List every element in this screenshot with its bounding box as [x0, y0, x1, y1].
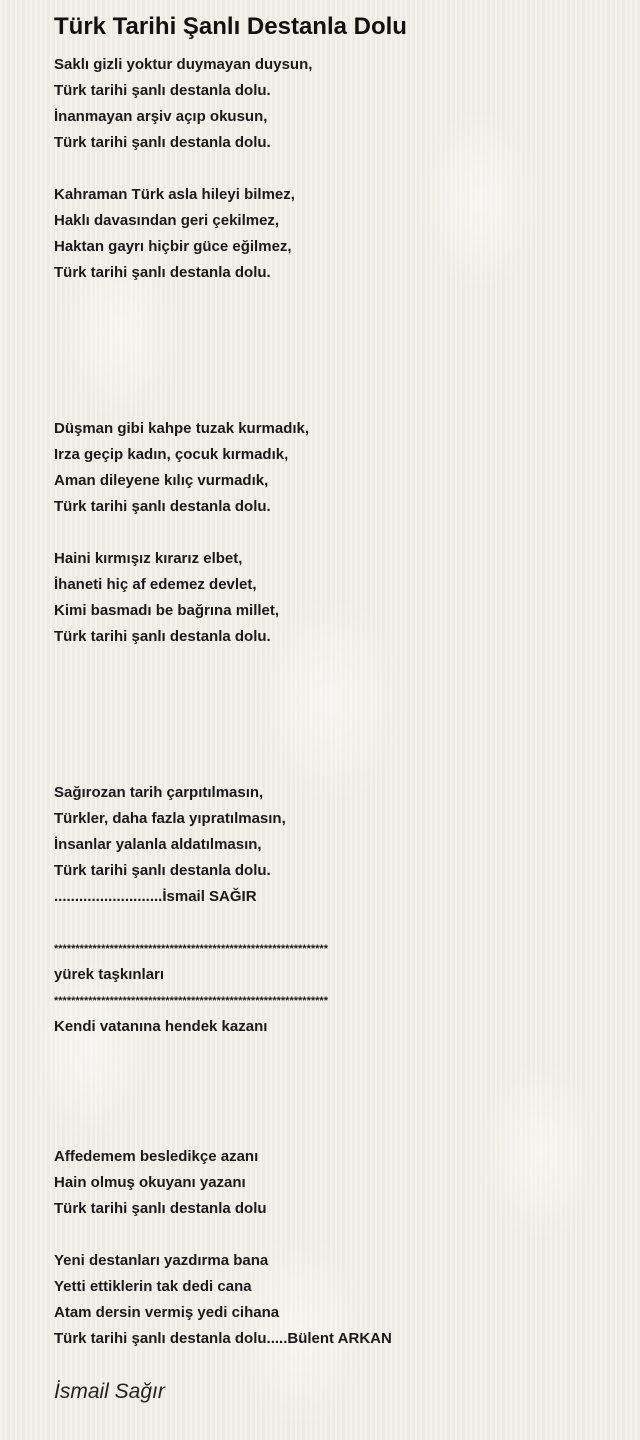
poem-line: Haktan gayrı hiçbir güce eğilmez, [54, 238, 292, 255]
poem-line: Affedemem besledikçe azanı [54, 1148, 259, 1165]
poem-line: Türk tarihi şanlı destanla dolu [54, 1200, 267, 1217]
poem-line: yürek taşkınları [54, 966, 165, 983]
stanza-gap [54, 312, 392, 338]
poem-line: Türk tarihi şanlı destanla dolu. [54, 264, 271, 281]
stanza-gap [54, 1222, 392, 1248]
poem-author: İsmail Sağır [54, 1380, 165, 1403]
poem-line: Aman dileyene kılıç vurmadık, [54, 472, 269, 489]
poem-line: Yetti ettiklerin tak dedi cana [54, 1278, 252, 1295]
stanza-gap [54, 338, 392, 364]
poem-title: Türk Tarihi Şanlı Destanla Dolu [54, 13, 407, 40]
stanza-gap [54, 650, 392, 676]
poem-line: Kimi basmadı be bağrına millet, [54, 602, 280, 619]
poem-line: İnsanlar yalanla aldatılmasın, [54, 836, 262, 853]
poem-line: Haklı davasından geri çekilmez, [54, 212, 280, 229]
poem-line: Irza geçip kadın, çocuk kırmadık, [54, 446, 289, 463]
stanza-gap [54, 702, 392, 728]
stanza-gap [54, 910, 392, 936]
poem-line: Kahraman Türk asla hileyi bilmez, [54, 186, 295, 203]
poem-line: **************************************************************** [54, 995, 328, 1007]
poem-line: Türk tarihi şanlı destanla dolu. [54, 862, 271, 879]
poem-line: İnanmayan arşiv açıp okusun, [54, 108, 268, 125]
stanza-gap [54, 754, 392, 780]
poem-line: Türk tarihi şanlı destanla dolu. [54, 498, 271, 515]
poem-line: Saklı gizli yoktur duymayan duysun, [54, 56, 313, 73]
poem-line: Türkler, daha fazla yıpratılmasın, [54, 810, 286, 827]
poem-line: Türk tarihi şanlı destanla dolu. [54, 134, 271, 151]
stanza-gap [54, 676, 392, 702]
poem-line: Türk tarihi şanlı destanla dolu.....Bülent ARKAN [54, 1330, 392, 1347]
poem-line: Atam dersin vermiş yedi cihana [54, 1304, 280, 1321]
stanza-gap [54, 1066, 392, 1092]
poem-line: Düşman gibi kahpe tuzak kurmadık, [54, 420, 310, 437]
stanza-gap [54, 728, 392, 754]
poem-line: ..........................İsmail SAĞIR [54, 888, 257, 905]
stanza-gap [54, 390, 392, 416]
poem-body [54, 52, 392, 1352]
poem-line: Haini kırmışız kırarız elbet, [54, 550, 243, 567]
poem-line: Kendi vatanına hendek kazanı [54, 1018, 268, 1035]
stanza-gap [54, 156, 392, 182]
stanza-gap [54, 520, 392, 546]
stanza-gap [54, 286, 392, 312]
stanza-gap [54, 1092, 392, 1118]
poem-line: İhaneti hiç af edemez devlet, [54, 576, 257, 593]
poem-line: Sağırozan tarih çarpıtılmasın, [54, 784, 264, 801]
stanza-gap [54, 1040, 392, 1066]
poem-line: Türk tarihi şanlı destanla dolu. [54, 628, 271, 645]
poem-line: Türk tarihi şanlı destanla dolu. [54, 82, 271, 99]
poem-line: **************************************************************** [54, 943, 328, 955]
poem-line: Yeni destanları yazdırma bana [54, 1252, 269, 1269]
stanza-gap [54, 1118, 392, 1144]
stanza-gap [54, 364, 392, 390]
poem-line: Hain olmuş okuyanı yazanı [54, 1174, 246, 1191]
